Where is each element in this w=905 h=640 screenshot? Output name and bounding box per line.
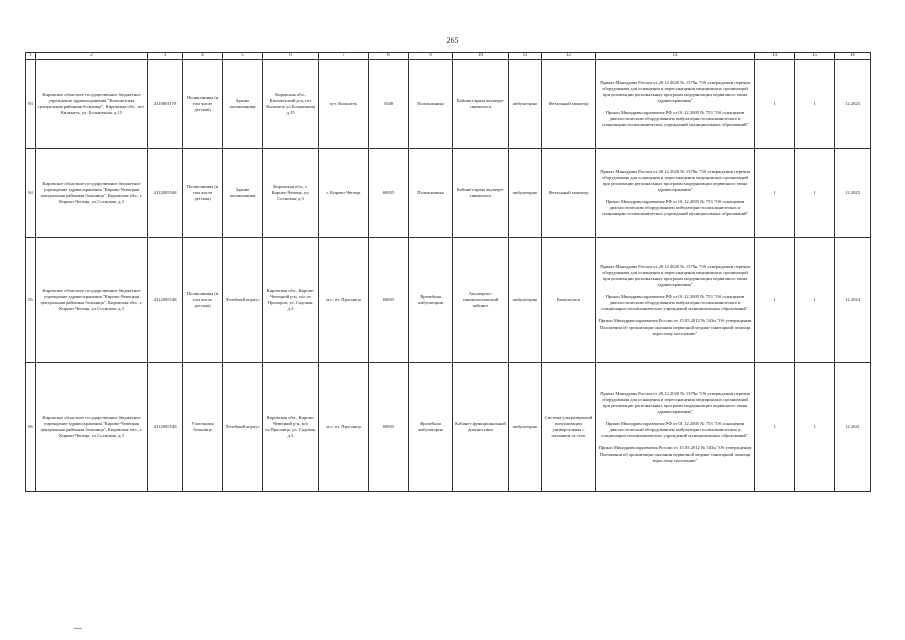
quantity-cell: 1 (795, 363, 835, 492)
population-cell: 69835 (369, 238, 409, 363)
date-cell: 12.2021 (835, 363, 871, 492)
care-form-cell: амбулаторно (509, 149, 542, 238)
room-cell: Кабинет врача акушера-гинеколога (453, 149, 509, 238)
settlement-cell: м.о. пт. Просница (319, 363, 369, 492)
legal-act: Приказ Минздрава России от 28.12.2020 № 1379н "Об утверждении перечня оборудования для оснащения и переоснащения медицинских организаций при реализации региональных программ модернизации первичного звена здравоохранения" (600, 391, 750, 415)
organization-cell: Кировское областное государственное бюджетное учреждение здравоохранения "Кирово-Чепецкая центральная районная больница", Кировская обл., г. Кирово-Чепецк, ул.Сосновая, д.3 (36, 238, 148, 363)
page-number: 265 (446, 36, 459, 45)
legal-basis-cell (596, 60, 755, 149)
unit-cell: Участковая больница (183, 363, 223, 492)
row-number: 83 (26, 60, 36, 149)
quantity-cell: 1 (755, 60, 795, 149)
inn-cell: 4319001178 (148, 60, 183, 149)
population-cell: 69835 (369, 149, 409, 238)
quantity-cell: 1 (755, 149, 795, 238)
column-number: 13 (596, 53, 755, 60)
legal-act: Приказ Минздравсоцразвития России от 15.05.2012 № 543н "Об утверждении Положения об организации оказания первичной медико-санитарной помощи взрослому населению" (598, 318, 752, 336)
column-number: 6 (263, 53, 319, 60)
room-cell: Кабинет врача акушера-гинеколога (453, 60, 509, 149)
address-cell: Кировская обл., г. Кирово-Чепецк, ул. Сосновая, д.3 (263, 149, 319, 238)
inn-cell: 4312005548 (148, 238, 183, 363)
table-row (26, 149, 871, 238)
address-cell: Кировская обл., Кирово-Чепецкий р-н, м/о пт.Просница, ул. Садовая, д.3 (263, 363, 319, 492)
column-number: 14 (755, 53, 795, 60)
column-number: 16 (835, 53, 871, 60)
building-cell: Лечебный корпус (223, 238, 263, 363)
column-number: 2 (36, 53, 148, 60)
inn-cell: 4312005548 (148, 363, 183, 492)
building-cell: Здание поликлиники (223, 60, 263, 149)
table-row (26, 238, 871, 363)
organization-cell: Кировское областное государственное бюджетное учреждение здравоохранения "Кильмезская центральная районная больница", Кировская обл., пгт. Кильмезь, ул. Больничная, д.15 (36, 60, 148, 149)
column-number: 4 (183, 53, 223, 60)
quantity-cell: 1 (755, 363, 795, 492)
legal-act: Приказ Минздравсоцразвития РФ от 01.12.2005 № 753 "Об оснащении диагностическим оборудованием амбулаторно-поликлинических и стационарно-поликлинических учреждений муниципальных образований". (601, 421, 749, 439)
column-number: 9 (409, 53, 453, 60)
legal-act: Приказ Минздрава России от 28.12.2020 № 1379н "Об утверждении перечня оборудования для оснащения и переоснащения медицинских организаций при реализации региональных программ модернизации первичного звена здравоохранения" (600, 80, 750, 104)
address-cell: Кировская обл., Кирово-Чепецкий р-н, м/о пт Прохоров, ул. Садовая, д.3 (263, 238, 319, 363)
legal-act: Приказ Минздрава России от 28.12.2020 № 1379н "Об утверждении перечня оборудования для оснащения и переоснащения медицинских организаций при реализации региональных программ модернизации первичного звена здравоохранения" (600, 264, 750, 288)
column-number: 15 (795, 53, 835, 60)
column-number: 12 (542, 53, 596, 60)
column-number-row (26, 53, 871, 60)
legal-act: Приказ Минздравсоцразвития РФ от 01.12.2005 № 753 "Об оснащении диагностическим оборудованием амбулаторно-поликлинических и стационарно-поликлинических учреждений муниципальных образований" (601, 199, 749, 217)
care-form-cell: амбулаторно (509, 363, 542, 492)
register-table (25, 52, 871, 492)
table-row (26, 363, 871, 492)
room-cell: Акушерско-гинекологический кабинет (453, 238, 509, 363)
population-cell: 69835 (369, 363, 409, 492)
facility-type-cell: Поликлиника (409, 149, 453, 238)
column-number: 5 (223, 53, 263, 60)
population-cell: 5048 (369, 60, 409, 149)
row-number: 84 (26, 149, 36, 238)
organization-cell: Кировское областное государственное бюджетное учреждение здравоохранения "Кирово-Чепецкая центральная районная больница", Кировская обл., г. Кирово-Чепецк, ул.Сосновая, д.3 (36, 149, 148, 238)
equipment-cell: Система ультразвуковой визуализации универсальная с питанием от сети (542, 363, 596, 492)
column-number: 3 (148, 53, 183, 60)
quantity-cell: 1 (755, 238, 795, 363)
building-cell: Здание поликлиники (223, 149, 263, 238)
column-number: 1 (26, 53, 36, 60)
settlement-cell: г. Кирово-Чепецк (319, 149, 369, 238)
legal-basis-cell (596, 149, 755, 238)
building-cell: Лечебный корпус (223, 363, 263, 492)
care-form-cell: амбулаторно (509, 238, 542, 363)
address-cell: Кировская обл., Кильмезский р-н, пгт Кильмезь ул Больничная д.15 (263, 60, 319, 149)
row-number: 86 (26, 363, 36, 492)
facility-type-cell: Врачебная амбулатория (409, 363, 453, 492)
date-cell: 12.2023 (835, 60, 871, 149)
equipment-cell: Фетальный монитор (542, 149, 596, 238)
legal-act: Приказ Минздравсоцразвития РФ от 01.12.2005 № 753 "Об оснащении диагностическим оборудованием амбулаторно-поликлинических и стационарно-поликлинических учреждений муниципальных образований". (601, 294, 749, 312)
facility-type-cell: Поликлиника (409, 60, 453, 149)
care-form-cell: амбулаторно (509, 60, 542, 149)
date-cell: 12.2024 (835, 238, 871, 363)
equipment-cell: Фетальный монитор (542, 60, 596, 149)
column-number: 10 (453, 53, 509, 60)
settlement-cell: пгт. Кильмезь (319, 60, 369, 149)
column-number: 7 (319, 53, 369, 60)
table-row (26, 60, 871, 149)
legal-act: Приказ Минздрава России от 28.12.2020 № 1379н "Об утверждении перечня оборудования для оснащения и переоснащения медицинских организаций при реализации региональных программ модернизации первичного звена здравоохранения" (600, 169, 750, 193)
quantity-cell: 1 (795, 60, 835, 149)
room-cell: Кабинет функциональной диагностики (453, 363, 509, 492)
unit-cell: Поликлиника (в том числе детская) (183, 60, 223, 149)
organization-cell: Кировское областное государственное бюджетное учреждение здравоохранения "Кирово-Чепецкая центральная районная больница", Кировская обл., г. Кирово-Чепецк, ул.Сосновая, д.3 (36, 363, 148, 492)
legal-act: Приказ Минздравсоцразвития России от 15.05.2012 № 543н "Об утверждении Положения об организации оказания первичной медико-санитарной помощи взрослому населению" (598, 445, 752, 463)
unit-cell: Поликлиника (в том числе детская) (183, 238, 223, 363)
column-number: 8 (369, 53, 409, 60)
inn-cell: 4312005548 (148, 149, 183, 238)
legal-act: Приказ Минздравсоцразвития РФ от 01.12.2005 № 753 "Об оснащении диагностическим оборудованием амбулаторно-поликлинических и стационарно-поликлинических учреждений муниципальных образований" (601, 110, 749, 128)
legal-basis-cell (596, 363, 755, 492)
unit-cell: Поликлиника (в том числе детская) (183, 149, 223, 238)
scan-mark (74, 628, 82, 629)
facility-type-cell: Врачебная амбулатория (409, 238, 453, 363)
equipment-cell: Кольпоскоп (542, 238, 596, 363)
quantity-cell: 1 (795, 149, 835, 238)
settlement-cell: м.о. пт. Просница (319, 238, 369, 363)
quantity-cell: 1 (795, 238, 835, 363)
row-number: 85 (26, 238, 36, 363)
date-cell: 12.2025 (835, 149, 871, 238)
legal-basis-cell (596, 238, 755, 363)
column-number: 11 (509, 53, 542, 60)
